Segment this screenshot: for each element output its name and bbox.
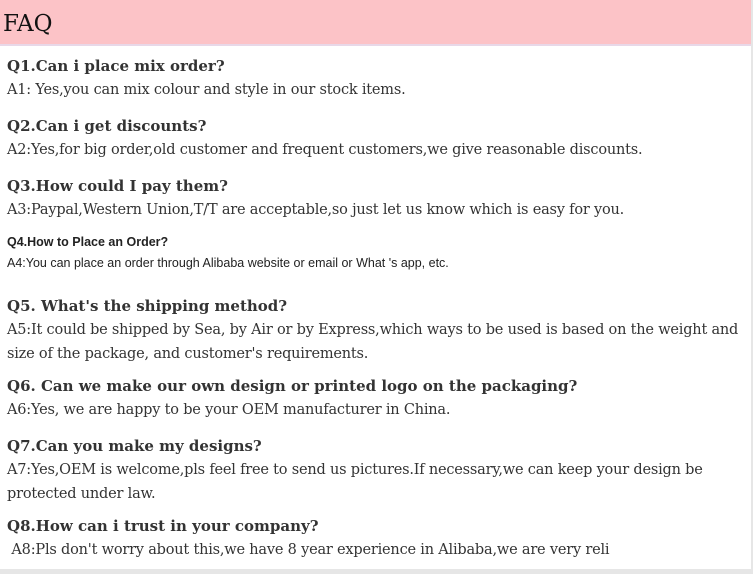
faq-answer-4: A4:You can place an order through Alibaba website or email or What 's app, etc.	[7, 256, 449, 270]
faq-header	[0, 0, 751, 46]
faq-item-3	[0, 174, 751, 232]
faq-answer-2: A2:Yes,for big order,old customer and frequent customers,we give reasonable discounts.	[7, 142, 643, 158]
faq-item-6	[0, 374, 751, 434]
faq-answer-7: A7:Yes,OEM is welcome,pls feel free to send us pictures.If necessary,we can keep your design be protected under law.	[7, 462, 703, 502]
faq-question-6: Q6. Can we make our own design or printed logo on the packaging?	[7, 377, 578, 395]
faq-item-2	[0, 114, 751, 174]
faq-item-7	[0, 434, 751, 514]
faq-item-8	[0, 514, 751, 562]
faq-answer-1: A1: Yes,you can mix colour and style in our stock items.	[7, 82, 406, 98]
faq-question-4: Q4.How to Place an Order?	[7, 235, 169, 249]
faq-question-3: Q3.How could I pay them?	[7, 177, 228, 195]
faq-question-8: Q8.How can i trust in your company?	[7, 517, 319, 535]
faq-question-2: Q2.Can i get discounts?	[7, 117, 207, 135]
faq-question-1: Q1.Can i place mix order?	[7, 57, 225, 75]
faq-item-5	[0, 294, 751, 374]
faq-list	[0, 54, 751, 562]
faq-item-4	[0, 232, 751, 294]
faq-answer-6: A6:Yes, we are happy to be your OEM manufacturer in China.	[7, 402, 451, 418]
faq-answer-8: A8:Pls don't worry about this,we have 8 year experience in Alibaba,we are very reli	[7, 542, 610, 558]
faq-answer-5: A5:It could be shipped by Sea, by Air or by Express,which ways to be used is based on the weight and size of the package, and customer's requirements.	[7, 322, 739, 362]
faq-question-7: Q7.Can you make my designs?	[7, 437, 262, 455]
faq-answer-3: A3:Paypal,Western Union,T/T are acceptable,so just let us know which is easy for you.	[7, 202, 625, 218]
page-title: FAQ	[3, 11, 53, 37]
faq-item-1	[0, 54, 751, 114]
faq-question-5: Q5. What's the shipping method?	[7, 297, 288, 315]
